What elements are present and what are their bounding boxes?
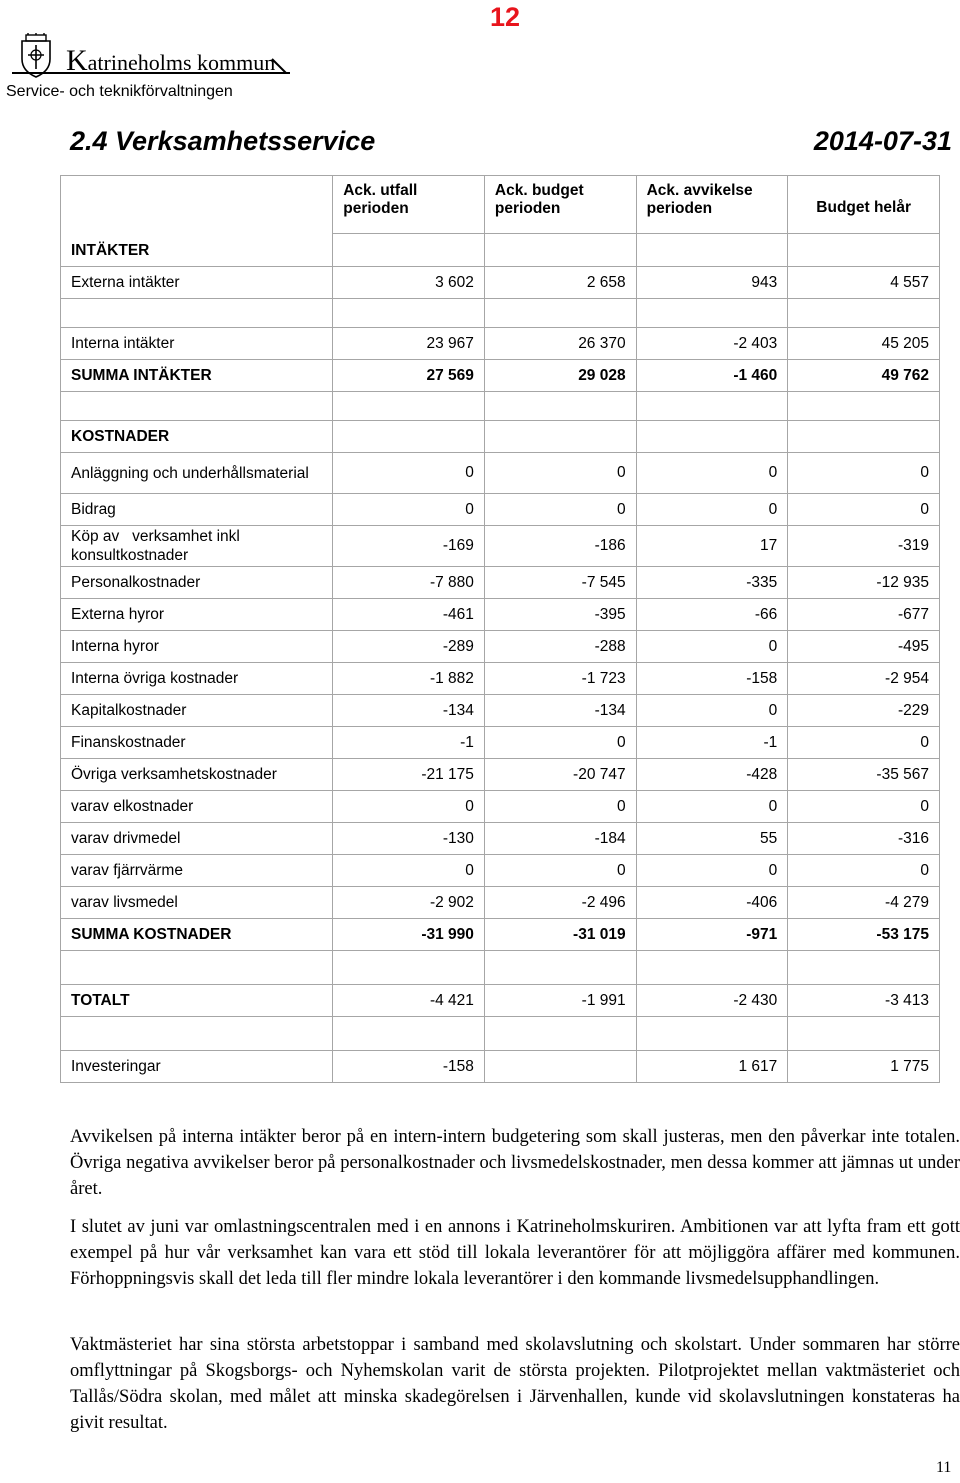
table-row-total: [61, 919, 940, 951]
row-label: SUMMA INTÄKTER: [61, 360, 333, 392]
org-name: [66, 44, 275, 78]
col-header: Budget helår: [788, 176, 940, 234]
cell: -335: [636, 567, 788, 599]
cell: 0: [788, 494, 940, 526]
cell: -289: [333, 631, 485, 663]
table-row: [61, 599, 940, 631]
table-row: [61, 695, 940, 727]
cell: -169: [333, 526, 485, 567]
cell: [484, 1051, 636, 1083]
cell: 2 658: [484, 267, 636, 299]
spacer-row: [61, 299, 940, 328]
cell: -677: [788, 599, 940, 631]
cell: -406: [636, 887, 788, 919]
cell: -1 991: [484, 985, 636, 1017]
cell: -134: [333, 695, 485, 727]
cell: -1: [333, 727, 485, 759]
cell: 1 775: [788, 1051, 940, 1083]
paragraph: I slutet av juni var omlastningscentralen med i en annons i Katrineholmskuriren. Ambitionen var att lyfta fram ett gott exempel på hur vår verksamhet kan vara ett stöd till lokala leverantörer för att möjliggöra affärer med kommunen. Förhoppningsvis skall det leda till fler mindre lokala leverantörer i den kommande livsmedelsupphandlingen.: [70, 1217, 960, 1289]
cell: -288: [484, 631, 636, 663]
table-row: [61, 631, 940, 663]
row-label: Interna intäkter: [61, 328, 333, 360]
table-row: [61, 727, 940, 759]
table-row: [61, 526, 940, 567]
row-label: Interna övriga kostnader: [61, 663, 333, 695]
table-row: [61, 855, 940, 887]
financial-table: [60, 175, 940, 1083]
cell: 29 028: [484, 360, 636, 392]
spacer-row: [61, 1017, 940, 1051]
cell: -3 413: [788, 985, 940, 1017]
cell: -2 496: [484, 887, 636, 919]
cell: -7 880: [333, 567, 485, 599]
table-row: [61, 567, 940, 599]
cell: 55: [636, 823, 788, 855]
cell: 0: [788, 791, 940, 823]
cell: 0: [484, 727, 636, 759]
cell: 0: [484, 791, 636, 823]
income-header: INTÄKTER: [61, 176, 333, 267]
cell: 0: [636, 453, 788, 494]
row-label: Bidrag: [61, 494, 333, 526]
row-label: Externa intäkter: [61, 267, 333, 299]
cell: -66: [636, 599, 788, 631]
cell: -428: [636, 759, 788, 791]
cell: 45 205: [788, 328, 940, 360]
table-row: [61, 759, 940, 791]
cell: 0: [333, 494, 485, 526]
cell: -4 421: [333, 985, 485, 1017]
cell: 49 762: [788, 360, 940, 392]
cell: -2 403: [636, 328, 788, 360]
cell: -130: [333, 823, 485, 855]
cell: -461: [333, 599, 485, 631]
row-label: varav livsmedel: [61, 887, 333, 919]
cell: 0: [788, 855, 940, 887]
cell: 27 569: [333, 360, 485, 392]
cell: -158: [333, 1051, 485, 1083]
cell: 943: [636, 267, 788, 299]
row-label: Finanskostnader: [61, 727, 333, 759]
cell: -1 460: [636, 360, 788, 392]
cell: 4 557: [788, 267, 940, 299]
section-title: 2.4 Verksamhetsservice: [70, 126, 376, 156]
page-number-bottom: 11: [936, 1459, 952, 1476]
cell: -184: [484, 823, 636, 855]
cell: -158: [636, 663, 788, 695]
row-label: varav elkostnader: [61, 791, 333, 823]
spacer-row: [61, 392, 940, 421]
cell: -395: [484, 599, 636, 631]
cell: 26 370: [484, 328, 636, 360]
cell: 23 967: [333, 328, 485, 360]
cell: 0: [636, 791, 788, 823]
report-date: 2014-07-31: [813, 126, 952, 156]
cell: 0: [636, 494, 788, 526]
cell: 0: [484, 855, 636, 887]
table-row: [61, 453, 940, 494]
table-section-row: [61, 421, 940, 453]
cell: 17: [636, 526, 788, 567]
section-heading: [70, 126, 952, 157]
cell: -1 882: [333, 663, 485, 695]
cell: -134: [484, 695, 636, 727]
cell: -2 902: [333, 887, 485, 919]
row-label: Interna hyror: [61, 631, 333, 663]
table-row-total: [61, 985, 940, 1017]
cell: 0: [333, 453, 485, 494]
cell: 3 602: [333, 267, 485, 299]
cell: 0: [484, 453, 636, 494]
cell: -20 747: [484, 759, 636, 791]
page-number-top: 12: [489, 2, 521, 32]
cell: 0: [484, 494, 636, 526]
cell: -495: [788, 631, 940, 663]
cell: 0: [333, 791, 485, 823]
table-row: [61, 887, 940, 919]
cell: 0: [636, 695, 788, 727]
cell: -1 723: [484, 663, 636, 695]
spacer-row: [61, 951, 940, 985]
table-header-row: [61, 176, 940, 234]
row-label: Anläggning och underhållsmaterial: [61, 453, 333, 494]
table-row: [61, 267, 940, 299]
row-label: varav fjärrvärme: [61, 855, 333, 887]
row-label: Övriga verksamhetskostnader: [61, 759, 333, 791]
cell: -31 019: [484, 919, 636, 951]
row-label: Personalkostnader: [61, 567, 333, 599]
table-row: [61, 494, 940, 526]
row-label: Externa hyror: [61, 599, 333, 631]
table-row: [61, 823, 940, 855]
cell: -4 279: [788, 887, 940, 919]
table-row: [61, 1051, 940, 1083]
cell: -31 990: [333, 919, 485, 951]
cell: -2 954: [788, 663, 940, 695]
cell: 0: [636, 855, 788, 887]
cell: -7 545: [484, 567, 636, 599]
cell: -2 430: [636, 985, 788, 1017]
cell: -12 935: [788, 567, 940, 599]
table-row: [61, 791, 940, 823]
cell: -186: [484, 526, 636, 567]
cell: -971: [636, 919, 788, 951]
cell: 0: [788, 727, 940, 759]
row-label: Investeringar: [61, 1051, 333, 1083]
row-label: Köp av verksamhet inkl konsultkostnader: [61, 526, 333, 567]
row-label: Kapitalkostnader: [61, 695, 333, 727]
cell: 0: [636, 631, 788, 663]
cell: -53 175: [788, 919, 940, 951]
row-label: varav drivmedel: [61, 823, 333, 855]
table-row: [61, 663, 940, 695]
col-header: Ack. budget perioden: [484, 176, 636, 234]
org-name-text: Katrineholms kommun: [66, 44, 276, 77]
cell: 0: [333, 855, 485, 887]
cell: -21 175: [333, 759, 485, 791]
table-row: [61, 328, 940, 360]
department-name: Service- och teknikförvaltningen: [6, 83, 233, 100]
paragraph: Vaktmästeriet har sina största arbetstoppar i samband med skolavslutning och skolstart. Under sommaren har större omflyttningar på Skogsborgs- och Nyhemskolan varit de största projekten. Pilotprojektet mellan vaktmästeriet och Tallås/Södra skolan, med målet att minska skadegörelsen i Järvenhallen, kunde vid skolavslutningen konstateras ha givit resultat.: [70, 1335, 960, 1433]
cell: 1 617: [636, 1051, 788, 1083]
cell: -319: [788, 526, 940, 567]
row-label: SUMMA KOSTNADER: [61, 919, 333, 951]
costs-header: KOSTNADER: [61, 421, 333, 453]
cell: -229: [788, 695, 940, 727]
cell: -35 567: [788, 759, 940, 791]
cell: -1: [636, 727, 788, 759]
cell: -316: [788, 823, 940, 855]
col-header: Ack. utfall perioden: [333, 176, 485, 234]
col-header: Ack. avvikelse perioden: [636, 176, 788, 234]
cell: 0: [788, 453, 940, 494]
table-row-total: [61, 360, 940, 392]
row-label: TOTALT: [61, 985, 333, 1017]
paragraph: Avvikelsen på interna intäkter beror på en intern-intern budgetering som skall justeras, men den påverkar inte totalen. Övriga negativa avvikelser beror på personalkostnader och livsmedelskostnader, men dessa kommer att jämnas ut under året.: [70, 1127, 960, 1199]
